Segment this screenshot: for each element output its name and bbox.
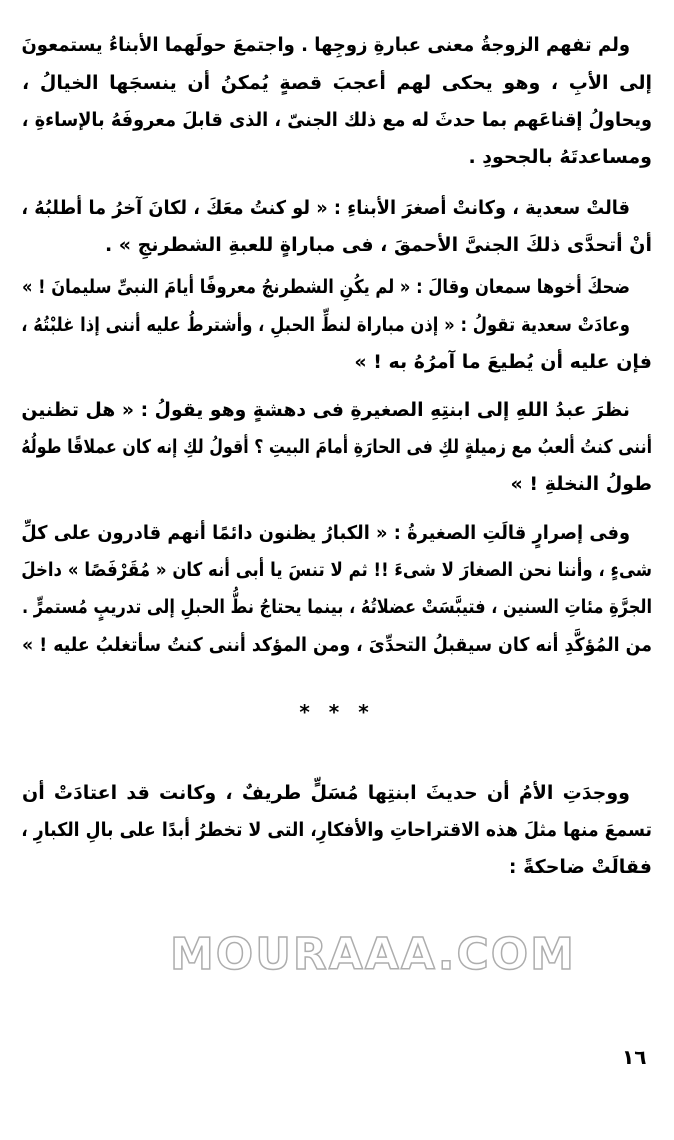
text-line: ويحاولُ إقناعَهم بما حدثَ له مع ذلك الجنىّ ، الذى قابلَ معروفَهُ بالإساءةِ ،	[21, 109, 652, 131]
text-line: تسمعَ منها مثلَ هذه الاقتراحاتِ والأفكارِ، التى لا تخطرُ أبدًا على بالِ الكبارِ ،	[21, 819, 652, 841]
text-line: شىءٍ ، وأننا نحن الصغارَ لا شىءَ !! ثم لا تنسَ يا أبى أنه كان « مُقَرْفَصًا » داخلَ	[21, 559, 652, 581]
text-line: وعادَتْ سعدية تقولُ : « إذن مباراة لنطِّ الحبلِ ، وأشترطُ عليه أننى إذا غلبْتُهُ ،	[21, 314, 630, 336]
section-separator: * * *	[299, 700, 375, 724]
text-line: ووجدَتِ الأمُ أن حديثَ ابنتِها مُسَلٍّ طريفٌ ، وكانت قد اعتادَتْ أن	[22, 782, 630, 804]
text-line: فقالَتْ ضاحكةً :	[508, 856, 652, 878]
text-line: من المُؤكَّدِ أنه كان سيقبلُ التحدِّىَ ، ومن المؤكد أننى كنتُ سأتغلبُ عليه ! »	[22, 634, 653, 656]
text-line: ضحكَ أخوها سمعان وقالَ : « لم يكُنِ الشطرنجُ معروفًا أيامَ النبىِّ سليمانَ ! »	[22, 276, 630, 298]
text-line: إلى الأبِ ، وهو يحكى لهم أعجبَ قصةٍ يُمكنُ أن ينسجَها الخيالُ ،	[22, 72, 652, 94]
text-line: ولم تفهم الزوجةُ معنى عبارةِ زوجِها . واجتمعَ حولَهما الأبناءُ يستمعونَ	[21, 34, 630, 56]
text-line: نظرَ عبدُ اللهِ إلى ابنتِهِ الصغيرةِ فى دهشةٍ وهو يقولُ : « هل تظنين	[21, 399, 630, 421]
text-line: أننى كنتُ ألعبُ مع زميلةٍ لكِ فى الحارَةِ أمامَ البيتِ ؟ أقولُ لكِ إنه كان عملاقًا طولُهُ	[21, 436, 652, 458]
watermark: MOURAAA.COM	[170, 929, 576, 980]
text-line: أنْ أتحدَّى ذلكَ الجنىَّ الأحمقَ ، فى مباراةٍ للعبةِ الشطرنجِ » .	[104, 234, 652, 256]
page-number: ١٦	[622, 1045, 647, 1069]
text-line: طولُ النخلةِ ! »	[510, 473, 652, 495]
text-line: قالتْ سعدية ، وكانتْ أصغرَ الأبناءِ : « لو كنتُ معَكَ ، لكانَ آخرُ ما أطلبُهُ ،	[21, 197, 630, 219]
text-line: فإن عليه أن يُطيعَ ما آمرُهُ به ! »	[354, 351, 652, 373]
text-line: ومساعدتَهُ بالجحودِ .	[468, 146, 652, 168]
text-line: الجرَّةِ مئاتِ السنين ، فتيبَّسَتْ عضلاتُهُ ، بينما يحتاجُ نطُّ الحبلِ إلى تدريبٍ مُستمرٍّ .	[21, 596, 652, 618]
text-line: وفى إصرارٍ قالَتِ الصغيرةُ : « الكبارُ يظنون دائمًا أنهم قادرون على كلِّ	[21, 522, 630, 544]
